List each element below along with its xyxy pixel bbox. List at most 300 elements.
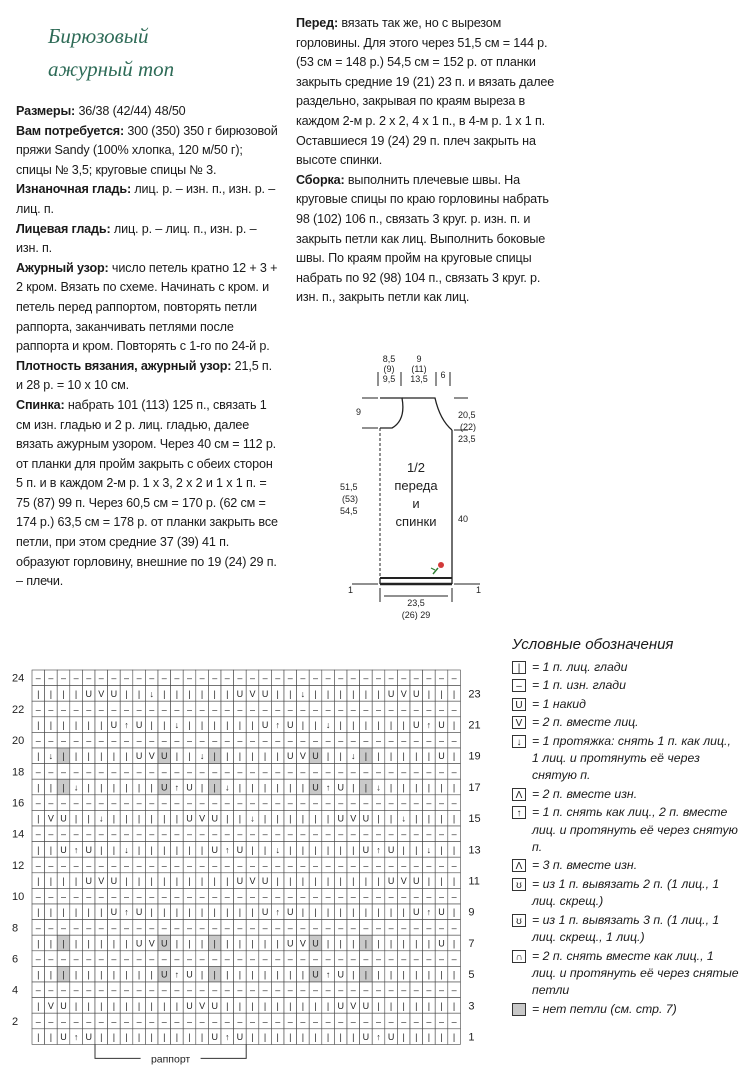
chart-cell-symbol: ↑ [325, 782, 331, 793]
chart-cell-symbol: U [337, 969, 344, 980]
chart-cell-symbol: – [388, 704, 394, 715]
chart-cell-symbol: – [249, 922, 256, 933]
chart-cell-symbol: – [60, 673, 67, 684]
chart-cell-symbol: – [350, 673, 356, 684]
chart-cell-symbol: – [35, 922, 41, 933]
chart-cell-symbol: – [212, 766, 218, 777]
chart-cell-symbol: – [438, 891, 445, 902]
chart-cell-symbol: | [276, 782, 279, 793]
chart-cell-symbol: – [275, 829, 281, 840]
legend-symbol-icon: V [512, 716, 526, 729]
chart-cell-symbol: – [363, 860, 369, 871]
chart-cell-symbol: – [98, 1016, 104, 1027]
chart-cell-symbol: – [287, 954, 293, 965]
chart-cell-symbol: ↑ [124, 720, 129, 731]
chart-cell-symbol: – [123, 766, 130, 777]
chart-cell-symbol: | [112, 969, 116, 980]
chart-cell-symbol: – [363, 673, 369, 684]
chart-cell-symbol: – [237, 985, 243, 996]
chart-cell-symbol: | [87, 938, 90, 949]
chart-cell-symbol: – [312, 891, 319, 902]
chart-cell-symbol: | [137, 782, 141, 793]
chart-cell-symbol: – [174, 673, 180, 684]
chart-cell-symbol: | [339, 751, 342, 762]
chart-cell-symbol: – [111, 922, 117, 933]
chart-cell-symbol: – [212, 829, 218, 840]
legend-item [508, 659, 740, 676]
chart-cell-symbol: – [60, 1016, 67, 1027]
chart-cell-symbol: ↑ [376, 844, 381, 855]
chart-cell-symbol: | [415, 844, 418, 855]
chart-cell-symbol: | [37, 876, 40, 887]
chart-cell-symbol: | [301, 969, 305, 980]
chart-cell-symbol: | [251, 1000, 254, 1011]
chart-cell-symbol: | [200, 720, 204, 731]
chart-cell-symbol: | [100, 751, 103, 762]
chart-cell-symbol: – [275, 766, 281, 777]
chart-cell-symbol: | [326, 844, 330, 855]
chart-cell-symbol: – [350, 704, 356, 715]
chart-cell-symbol: – [438, 829, 445, 840]
chart-cell-symbol: | [452, 876, 456, 887]
legend-item [508, 948, 740, 1000]
chart-cell-symbol: – [388, 1016, 394, 1027]
rapport-label: раппорт [150, 1053, 191, 1066]
chart-cell-symbol: ↓ [376, 782, 381, 793]
chart-cell-symbol: ↓ [325, 720, 331, 731]
chart-cell-symbol: V [148, 751, 155, 762]
chart-cell-symbol: | [364, 688, 368, 699]
chart-cell-symbol: – [451, 954, 457, 965]
chart-cell-symbol: | [100, 782, 103, 793]
dim-shoulder-1: 8,5 [382, 354, 396, 364]
chart-cell-symbol: V [400, 688, 407, 699]
chart-cell-symbol: | [352, 969, 355, 980]
chart-cell-symbol: | [200, 688, 204, 699]
legend-item [508, 786, 740, 803]
chart-cell-symbol: – [149, 829, 155, 840]
chart-cell-symbol: U [85, 1032, 92, 1043]
legend-symbol-icon: U [512, 698, 526, 711]
chart-cell-symbol: | [276, 1000, 279, 1011]
chart-cell-symbol: | [62, 720, 65, 731]
chart-cell-symbol: U [211, 1000, 218, 1011]
chart-cell-symbol: | [175, 876, 179, 887]
chart-cell-symbol: – [212, 860, 218, 871]
chart-cell-symbol: – [60, 829, 67, 840]
chart-cell-symbol: | [200, 969, 204, 980]
chart-cell-symbol: | [100, 938, 103, 949]
chart-cell-symbol: | [251, 720, 254, 731]
chart-cell-symbol: – [35, 798, 41, 809]
chart-cell-symbol: | [339, 938, 342, 949]
chart-cell-symbol: – [325, 673, 331, 684]
chart-cell-symbol: | [137, 844, 141, 855]
chart-cell-symbol: – [401, 860, 407, 871]
chart-cell-symbol: | [452, 720, 456, 731]
chart-cell-symbol: | [276, 969, 279, 980]
chart-cell-symbol: U [161, 782, 168, 793]
chart-cell-symbol: U [261, 907, 269, 918]
chart-cell-symbol: | [427, 876, 431, 887]
chart-cell-symbol: – [375, 954, 382, 965]
chart-cell-symbol: – [237, 673, 243, 684]
chart-cell-symbol: – [262, 735, 268, 746]
chart-cell-symbol: | [49, 688, 53, 699]
legend-text: = из 1 п. вывязать 2 п. (1 лиц., 1 лиц. скрещ.) [532, 876, 720, 909]
legend-text: = 2 п. вместе изн. [532, 786, 638, 801]
chart-cell-symbol: V [249, 688, 256, 699]
chart-cell-symbol: | [402, 907, 405, 918]
chart-cell-symbol: – [401, 954, 407, 965]
chart-cell-symbol: U [387, 1032, 395, 1043]
chart-cell-symbol: – [338, 829, 344, 840]
chart-cell-symbol: – [312, 985, 319, 996]
chart-cell-symbol: – [98, 673, 104, 684]
chart-cell-symbol: | [238, 938, 242, 949]
chart-cell-symbol: | [452, 907, 456, 918]
chart-cell-symbol: – [426, 673, 432, 684]
chart-cell-symbol: U [287, 720, 294, 731]
chart-cell-symbol: – [312, 954, 319, 965]
chart-cell-symbol: | [112, 813, 116, 824]
chart-cell-symbol: V [199, 813, 206, 824]
chart-cell-symbol: U [287, 907, 294, 918]
legend-text: = нет петли (см. стр. 7) [532, 1001, 677, 1016]
schematic-label-2: переда [394, 478, 438, 493]
chart-cell-symbol: – [161, 704, 167, 715]
chart-cell-symbol: U [236, 688, 244, 699]
chart-cell-symbol: – [426, 985, 432, 996]
chart-cell-symbol: – [300, 891, 306, 902]
chart-cell-symbol: | [440, 1032, 443, 1043]
chart-cell-symbol: – [237, 1016, 243, 1027]
chart-cell-symbol: – [363, 891, 369, 902]
chart-cell-symbol: U [362, 844, 370, 855]
dim-armhole-1: 20,5 [458, 410, 476, 420]
chart-cell-symbol: – [48, 954, 54, 965]
chart-cell-symbol: | [452, 844, 456, 855]
chart-cell-symbol: – [426, 798, 432, 809]
knit-stitch-paragraph: Лицевая гладь: лиц. р. – лиц. п., изн. р. – изн. п. [16, 221, 257, 256]
chart-cell-symbol: | [125, 813, 128, 824]
chart-cell-symbol: | [74, 876, 78, 887]
dim-height-2: (53) [342, 494, 359, 504]
chart-cell-symbol: – [363, 954, 369, 965]
gauge-paragraph: Плотность вязания, ажурный узор: 21,5 п. и 28 р. = 10 х 10 см. [16, 358, 272, 393]
chart-cell-symbol: | [112, 938, 116, 949]
chart-cell-symbol: – [174, 829, 180, 840]
chart-cell-symbol: – [237, 735, 243, 746]
chart-cell-symbol: | [49, 782, 53, 793]
chart-cell-symbol: – [338, 704, 344, 715]
chart-cell-symbol: | [37, 1000, 40, 1011]
chart-cell-symbol: | [440, 1000, 443, 1011]
chart-cell-symbol: | [175, 844, 179, 855]
chart-cell-symbol: | [49, 938, 53, 949]
chart-cell-symbol: – [350, 985, 356, 996]
chart-cell-symbol: – [237, 766, 243, 777]
chart-cell-symbol: – [86, 704, 92, 715]
chart-cell-symbol: | [213, 720, 216, 731]
dim-height-3: 54,5 [340, 506, 358, 516]
chart-cell-symbol: – [438, 954, 445, 965]
chart-cell-symbol: – [300, 985, 306, 996]
chart-cell-symbol: – [111, 985, 117, 996]
chart-cell-symbol: – [60, 766, 67, 777]
chart-cell-symbol: – [312, 829, 319, 840]
chart-cell-symbol: – [287, 860, 293, 871]
chart-cell-symbol: | [125, 751, 128, 762]
chart-cell-symbol: – [363, 766, 369, 777]
chart-cell-symbol: ↓ [275, 844, 280, 855]
chart-cell-symbol: | [352, 688, 355, 699]
chart-cell-symbol: – [174, 704, 180, 715]
chart-cell-symbol: – [174, 860, 180, 871]
chart-cell-symbol: V [199, 1000, 206, 1011]
chart-cell-symbol: U [161, 938, 168, 949]
chart-cell-symbol: – [60, 891, 67, 902]
front-paragraph: Перед: вязать так же, но с вырезом горловины. Для этого через 51,5 см = 144 р. (53 см = 148 р.) 54,5 см = 152 р. от планки закрыть средние 19 (21) 23 п. и вязать далее раздельно, закрывая по краям выреза в каждом 2-м р. 2 х 2, 4 х 1 п., в 4-м р. 1 х 1 п. Оставшиеся 19 (24) 29 п. плеч закрыть на высоте спинки. [296, 16, 555, 168]
chart-cell-symbol: | [377, 876, 380, 887]
back-paragraph: Спинка: набрать 101 (113) 125 п., связать 1 см изн. гладью и 2 р. лиц. гладью, далее вязать ажурным узором. Через 40 см = 112 р. от планки для пройм закрыть с обеих сторон 5 п. и в каждом 2-м р. 1 х 3, 2 х 2 и 1 х 1 п. = 75 (87) 99 п. Через 60,5 см = 170 р. (62 см = 174 р.) 63,5 см = 178 р. от планки закрыть все петли, при этом средние 37 (39) 41 п. образуют горловину, внешние по 19 (24) 29 п. – плечи. [16, 397, 278, 589]
chart-cell-symbol: – [426, 891, 432, 902]
chart-cell-symbol: – [325, 954, 331, 965]
chart-cell-symbol: | [389, 938, 393, 949]
chart-cell-symbol: – [161, 798, 167, 809]
chart-cell-symbol: U [337, 782, 344, 793]
chart-cell-symbol: – [388, 922, 394, 933]
chart-cell-symbol: – [388, 860, 394, 871]
chart-cell-symbol: – [123, 735, 130, 746]
chart-cell-symbol: – [149, 954, 155, 965]
chart-cell-symbol: – [300, 829, 306, 840]
chart-cell-symbol: – [199, 829, 205, 840]
chart-cell-symbol: – [312, 673, 319, 684]
chart-cell-symbol: – [123, 673, 130, 684]
chart-cell-symbol: – [401, 798, 407, 809]
chart-cell-symbol: – [136, 860, 142, 871]
dim-shoulder-2: (9) [383, 364, 395, 374]
garment-schematic [340, 350, 490, 630]
chart-cell-symbol: ↓ [225, 782, 230, 793]
chart-cell-symbol: | [213, 751, 216, 762]
chart-cell-symbol: | [238, 782, 242, 793]
chart-cell-symbol: | [226, 720, 229, 731]
chart-cell-symbol: – [249, 1016, 256, 1027]
chart-cell-symbol: | [213, 782, 216, 793]
chart-cell-symbol: – [262, 985, 268, 996]
chart-cell-symbol: | [326, 938, 330, 949]
chart-cell-symbol: | [200, 1032, 204, 1043]
chart-cell-symbol: – [363, 735, 369, 746]
chart-cell-symbol: V [299, 751, 306, 762]
chart-cell-symbol: U [312, 969, 319, 980]
chart-cell-symbol: – [325, 985, 331, 996]
chart-cell-symbol: – [123, 891, 130, 902]
legend-symbol-icon [512, 1003, 526, 1016]
chart-cell-symbol: – [86, 985, 92, 996]
legend-symbol-icon: ∩ [512, 950, 526, 963]
chart-cell-symbol: | [87, 751, 90, 762]
chart-cell-symbol: | [301, 1000, 305, 1011]
chart-cell-symbol: – [136, 704, 142, 715]
chart-cell-symbol: U [236, 876, 244, 887]
chart-cell-symbol: – [174, 766, 180, 777]
chart-cell-symbol: – [186, 766, 193, 777]
chart-cell-symbol: – [237, 922, 243, 933]
chart-cell-symbol: – [275, 1016, 281, 1027]
chart-cell-symbol: – [86, 1016, 92, 1027]
chart-cell-symbol: | [226, 751, 229, 762]
chart-cell-symbol: – [375, 860, 382, 871]
chart-cell-symbol: – [136, 798, 142, 809]
chart-cell-symbol: – [35, 1016, 41, 1027]
chart-cell-symbol: | [377, 813, 380, 824]
chart-cell-symbol: ↑ [73, 844, 79, 855]
chart-cell-symbol: | [452, 969, 456, 980]
dim-side: 40 [458, 514, 469, 524]
chart-cell-symbol: – [312, 704, 319, 715]
chart-cell-symbol: – [388, 891, 394, 902]
chart-cell-symbol: | [314, 876, 317, 887]
chart-cell-symbol: ↓ [250, 813, 255, 824]
chart-cell-symbol: – [388, 673, 394, 684]
chart-cell-symbol: | [289, 844, 292, 855]
chart-cell-symbol: | [314, 1032, 317, 1043]
chart-cell-symbol: – [363, 798, 369, 809]
chart-cell-symbol: – [161, 766, 167, 777]
chart-cell-symbol: – [237, 860, 243, 871]
chart-cell-symbol: | [263, 1032, 267, 1043]
chart-cell-symbol: – [98, 735, 104, 746]
chart-cell-symbol: U [413, 720, 420, 731]
chart-cell-symbol: – [413, 922, 419, 933]
chart-cell-symbol: – [35, 954, 41, 965]
chart-cell-symbol: | [112, 844, 116, 855]
chart-cell-symbol: | [226, 1000, 229, 1011]
chart-cell-symbol: | [226, 969, 229, 980]
chart-cell-symbol: – [98, 922, 104, 933]
row-number-right: 23 [468, 688, 481, 701]
chart-cell-symbol: – [35, 766, 41, 777]
row-number-left: 12 [12, 859, 25, 872]
chart-cell-symbol: | [427, 782, 431, 793]
symbol-legend [508, 636, 740, 1019]
chart-cell-symbol: U [60, 1000, 67, 1011]
chart-cell-symbol: – [363, 1016, 369, 1027]
chart-cell-symbol: – [98, 860, 104, 871]
chart-cell-symbol: | [339, 876, 342, 887]
chart-cell-symbol: U [110, 907, 118, 918]
chart-cell-symbol: | [62, 938, 65, 949]
chart-cell-symbol: | [326, 751, 330, 762]
dim-armhole-width: 6 [440, 370, 446, 380]
chart-cell-symbol: | [175, 751, 179, 762]
chart-cell-symbol: | [326, 1032, 330, 1043]
chart-cell-symbol: – [35, 829, 41, 840]
chart-cell-symbol: U [312, 938, 319, 949]
chart-cell-symbol: | [87, 969, 90, 980]
chart-cell-symbol: | [251, 969, 254, 980]
chart-cell-symbol: U [438, 751, 445, 762]
chart-cell-symbol: ↑ [426, 907, 432, 918]
chart-cell-symbol: – [60, 798, 67, 809]
chart-cell-symbol: – [451, 798, 457, 809]
chart-cell-symbol: | [289, 688, 292, 699]
chart-cell-symbol: ↓ [124, 844, 129, 855]
row-number-left: 24 [12, 672, 25, 685]
legend-text: = из 1 п. вывязать 3 п. (1 лиц., 1 лиц. скрещ., 1 лиц.) [532, 912, 720, 945]
chart-cell-symbol: | [100, 969, 103, 980]
chart-cell-symbol: – [212, 891, 218, 902]
chart-cell-symbol: | [100, 1000, 103, 1011]
chart-cell-symbol: – [186, 673, 193, 684]
chart-cell-symbol: – [426, 1016, 432, 1027]
chart-cell-symbol: | [339, 720, 342, 731]
chart-cell-symbol: – [401, 829, 407, 840]
chart-cell-symbol: – [174, 1016, 180, 1027]
chart-cell-symbol: – [136, 1016, 142, 1027]
chart-cell-symbol: – [174, 891, 180, 902]
chart-cell-symbol: V [47, 1000, 54, 1011]
chart-cell-symbol: | [326, 1000, 330, 1011]
chart-cell-symbol: – [338, 985, 344, 996]
chart-cell-symbol: – [300, 704, 306, 715]
chart-cell-symbol: – [413, 860, 419, 871]
chart-cell-symbol: U [413, 907, 420, 918]
chart-cell-symbol: | [213, 907, 216, 918]
chart-cell-symbol: – [86, 798, 92, 809]
chart-cell-symbol: | [137, 1000, 141, 1011]
chart-cell-symbol: – [111, 735, 117, 746]
chart-cell-symbol: | [301, 813, 305, 824]
chart-cell-symbol: | [74, 1000, 78, 1011]
chart-cell-symbol: – [438, 735, 445, 746]
chart-cell-symbol: | [163, 844, 166, 855]
chart-cell-symbol: – [174, 985, 180, 996]
legend-symbol-icon: Λ [512, 788, 526, 801]
row-number-left: 10 [12, 891, 25, 904]
chart-cell-symbol: – [86, 922, 92, 933]
chart-cell-symbol: | [301, 1032, 305, 1043]
chart-cell-symbol: | [163, 876, 166, 887]
chart-cell-symbol: – [149, 798, 155, 809]
chart-cell-symbol: – [426, 704, 432, 715]
chart-cell-symbol: | [440, 688, 443, 699]
chart-cell-symbol: | [289, 782, 292, 793]
chart-cell-symbol: | [125, 782, 128, 793]
chart-cell-symbol: | [427, 938, 431, 949]
chart-cell-symbol: | [377, 1000, 380, 1011]
chart-cell-symbol: V [350, 1000, 357, 1011]
chart-cell-symbol: – [111, 798, 117, 809]
chart-cell-symbol: – [363, 704, 369, 715]
chart-cell-symbol: – [48, 704, 54, 715]
chart-cell-symbol: – [149, 922, 155, 933]
row-number-right: 1 [468, 1031, 475, 1044]
chart-cell-symbol: – [35, 985, 41, 996]
chart-cell-symbol: – [73, 704, 79, 715]
chart-cell-symbol: U [312, 751, 319, 762]
chart-cell-symbol: – [35, 891, 41, 902]
row-number-right: 19 [468, 750, 481, 763]
chart-cell-symbol: – [174, 954, 180, 965]
chart-cell-symbol: U [362, 1032, 370, 1043]
chart-cell-symbol: – [451, 922, 457, 933]
chart-cell-symbol: – [413, 735, 419, 746]
title-line-2: ажурный топ [48, 57, 175, 81]
